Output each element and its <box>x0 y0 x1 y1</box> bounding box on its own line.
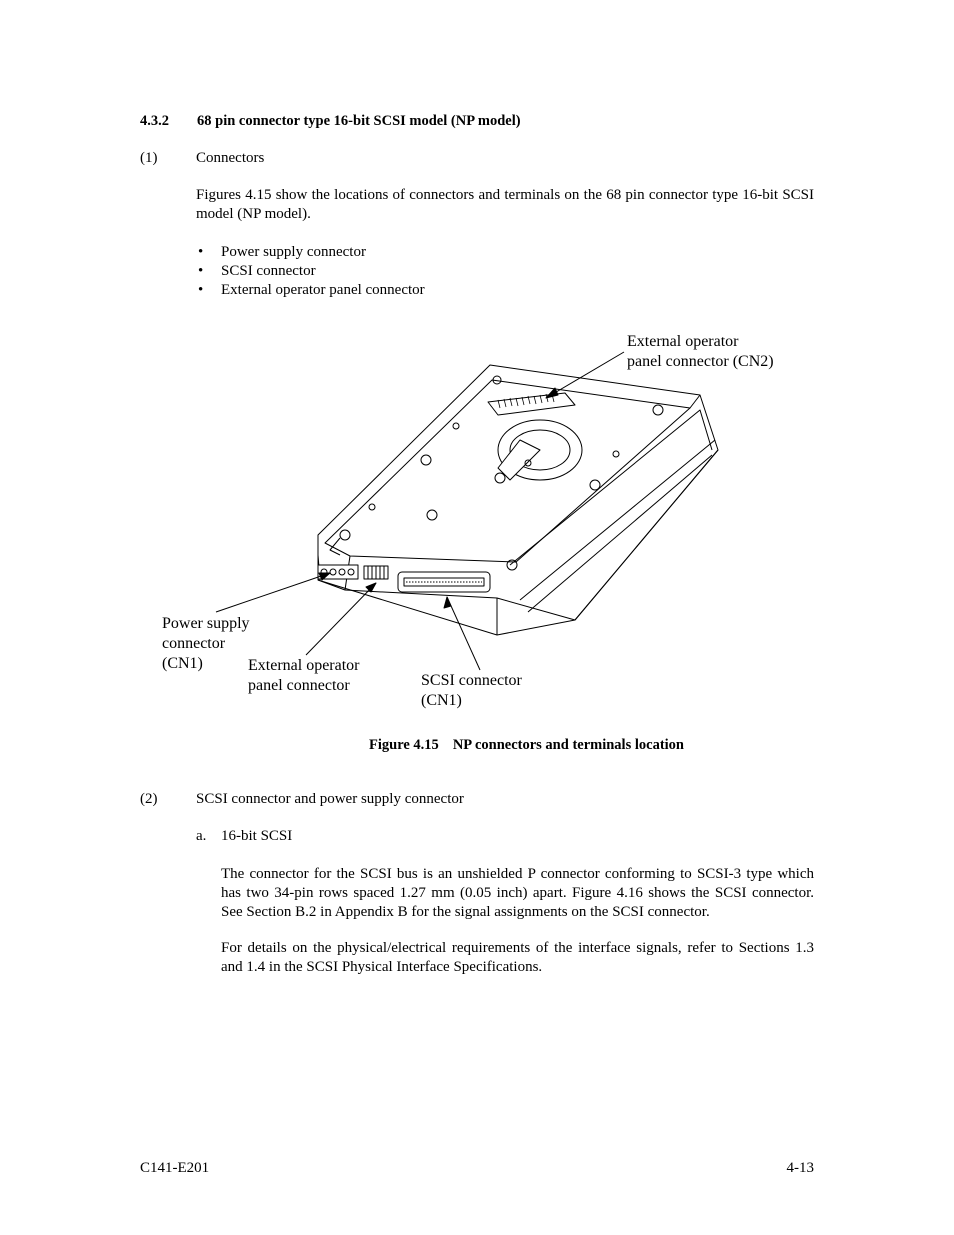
label-line: panel connector <box>248 677 350 694</box>
section-number: 4.3.2 <box>140 113 169 129</box>
label-line: SCSI connector <box>421 672 522 689</box>
item-2-heading <box>140 791 820 811</box>
item-1-title: Connectors <box>196 150 265 166</box>
scsi-paragraph-1: The connector for the SCSI bus is an unshielded P connector conforming to SCSI-3 type which has two 34-pin rows spaced 1.27 mm (0.05 inch) apart. Figure 4.16 shows the SCSI connector. See Section B.2 in Appendix B for the signal assignments on the SCSI connector. <box>221 866 814 920</box>
scsi-paragraph-2: For details on the physical/electrical requirements of the interface signals, refer to Sections 1.3 and 1.4 in the SCSI Physical Interface Specifications. <box>221 940 814 975</box>
item-1-paragraph: Figures 4.15 show the locations of connectors and terminals on the 68 pin connector type 16-bit SCSI model (NP model). <box>196 187 814 222</box>
label-scsi-connector <box>421 671 522 711</box>
item-2-title: SCSI connector and power supply connector <box>196 791 464 807</box>
label-ext-operator <box>248 656 360 696</box>
sub-item-a <box>196 828 596 848</box>
list-item: • Power supply connector <box>196 243 696 262</box>
item-1-number: (1) <box>140 150 158 166</box>
label-line: (CN1) <box>162 655 203 672</box>
label-line: External operator <box>627 333 739 350</box>
page-number: 4-13 <box>786 1160 814 1176</box>
item-2-number: (2) <box>140 791 158 807</box>
label-line: panel connector (CN2) <box>627 353 774 370</box>
label-power-supply <box>162 614 250 674</box>
label-line: (CN1) <box>421 692 462 709</box>
scsi-connector <box>398 572 490 592</box>
label-line: External operator <box>248 657 360 674</box>
list-item: • SCSI connector <box>196 262 696 281</box>
leader-ext <box>306 583 376 655</box>
caption-number: Figure 4.15 <box>369 737 439 753</box>
sub-item-label: a. <box>196 828 207 844</box>
leader-power <box>216 573 330 612</box>
figure-caption <box>369 737 684 754</box>
section-title: 68 pin connector type 16-bit SCSI model (NP model) <box>197 113 521 129</box>
doc-code: C141-E201 <box>140 1160 210 1176</box>
sub-item-title: 16-bit SCSI <box>221 828 293 844</box>
label-line: Power supply <box>162 615 250 632</box>
label-line: connector <box>162 635 226 652</box>
list-item: • External operator panel connector <box>196 281 696 300</box>
label-ext-operator-cn2 <box>627 332 774 372</box>
caption-text: NP connectors and terminals location <box>452 737 684 753</box>
ext-panel-header <box>364 566 388 579</box>
